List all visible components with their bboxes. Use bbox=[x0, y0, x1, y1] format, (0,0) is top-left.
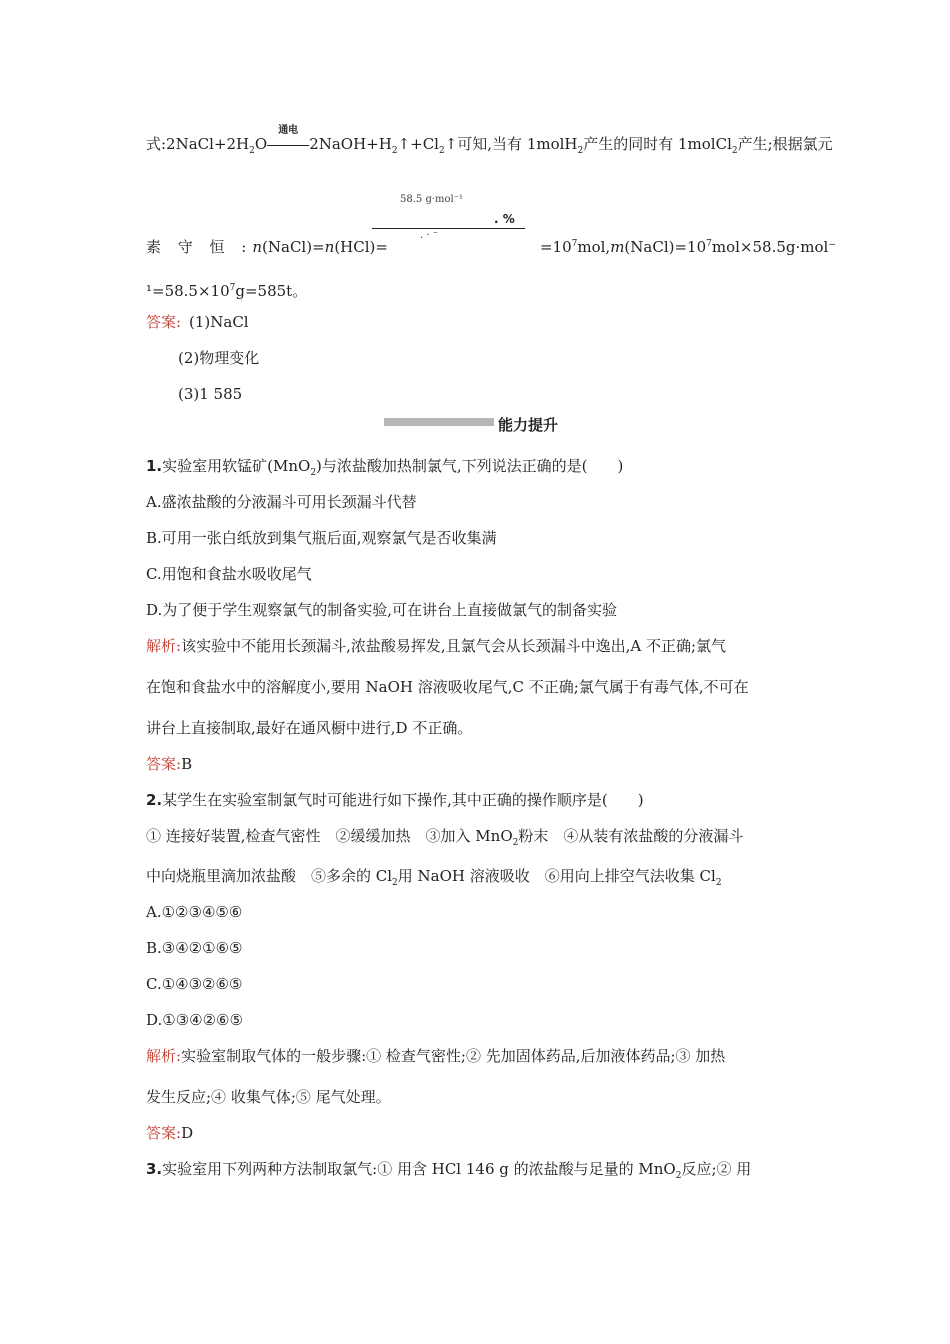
q1-analysis-3: 讲台上直接制取,最好在通风橱中进行,D 不正确。 bbox=[146, 719, 473, 737]
ops-text: ① 连接好装置,检查气密性 ②缓缓加热 ③加入 MnO bbox=[146, 827, 513, 845]
ops-sub: 2 bbox=[392, 878, 398, 888]
fraction-numerator: 58.5 g·mol⁻¹ bbox=[400, 194, 464, 204]
question-number: 3. bbox=[146, 1160, 163, 1178]
q2-option-b: B.③④②①⑥⑤ bbox=[146, 939, 243, 957]
answer-2: (2)物理变化 bbox=[178, 349, 260, 367]
eq-text: 产生的同时有 1molCl bbox=[583, 135, 732, 153]
answer-1: (1)NaCl bbox=[189, 313, 249, 331]
q2-ops-1 bbox=[146, 826, 743, 853]
q2-analysis-2: 发生反应;④ 收集气体;⑤ 尾气处理。 bbox=[146, 1088, 391, 1106]
analysis-label: 解析: bbox=[146, 1047, 182, 1065]
question-sub: 2 bbox=[675, 1171, 682, 1181]
eq-condition: 通电 bbox=[278, 125, 299, 136]
equation-line bbox=[146, 125, 833, 161]
conserve-sup: 7 bbox=[571, 239, 578, 249]
q3-stem bbox=[146, 1159, 751, 1186]
answer-label: 答案: bbox=[146, 755, 182, 773]
conserve-text: (NaCl)= bbox=[262, 238, 325, 256]
q1-analysis-2: 在饱和食盐水中的溶解度小,要用 NaOH 溶液吸收尾气,C 不正确;氯气属于有毒气体,不可在 bbox=[146, 678, 749, 696]
conserve-label: 素 守 恒 : bbox=[146, 238, 253, 256]
fraction-bar bbox=[372, 228, 525, 229]
ops-sub: 2 bbox=[715, 878, 722, 888]
q2-ops-2 bbox=[146, 866, 722, 893]
conserve-text: mol, bbox=[577, 238, 611, 256]
eq-text: 式:2NaCl+2H bbox=[146, 135, 250, 153]
q1-option-c: C.用饱和食盐水吸收尾气 bbox=[146, 565, 312, 583]
eq-sub: 2 bbox=[577, 146, 584, 156]
eq-text: O bbox=[254, 135, 268, 153]
conservation-line-2 bbox=[146, 278, 307, 301]
q2-option-d: D.①③④②⑥⑤ bbox=[146, 1011, 243, 1029]
question-sub: 2 bbox=[310, 468, 317, 478]
section-title: 能力提升 bbox=[498, 416, 559, 434]
electrolysis-arrow bbox=[267, 125, 309, 154]
q2-analysis-1 bbox=[146, 1046, 725, 1066]
conserve-text: ¹=58.5×10 bbox=[146, 282, 230, 300]
conserve-text: (HCl)= bbox=[334, 238, 388, 256]
ops-text: 用 NaOH 溶液吸收 ⑥用向上排空气法收集 Cl bbox=[397, 867, 716, 885]
question-text: 实验室用软锰矿(MnO bbox=[162, 457, 311, 475]
q1-option-a: A.盛浓盐酸的分液漏斗可用长颈漏斗代替 bbox=[146, 493, 417, 511]
ops-text: 粉末 ④从装有浓盐酸的分液漏斗 bbox=[518, 827, 744, 845]
ops-text: 中向烧瓶里滴加浓盐酸 ⑤多余的 Cl bbox=[146, 867, 393, 885]
question-text: 实验室用下列两种方法制取氯气:① 用含 HCl 146 g 的浓盐酸与足量的 MnO bbox=[162, 1160, 676, 1178]
answer-3: (3)1 585 bbox=[178, 385, 243, 403]
q2-answer bbox=[146, 1123, 193, 1143]
eq-text: ↑+Cl bbox=[397, 135, 439, 153]
analysis-text: 该实验中不能用长颈漏斗,浓盐酸易挥发,且氯气会从长颈漏斗中逸出,A 不正确;氯气 bbox=[181, 637, 727, 655]
question-text: )与浓盐酸加热制氯气,下列说法正确的是( ) bbox=[316, 457, 624, 475]
q1-analysis-1 bbox=[146, 636, 726, 656]
ops-sub: 2 bbox=[512, 838, 519, 848]
conserve-text: mol×58.5g·mol⁻ bbox=[711, 238, 837, 256]
conserve-text: (NaCl)=10 bbox=[624, 238, 707, 256]
conserve-sup: 7 bbox=[229, 283, 236, 293]
question-number: 1. bbox=[146, 457, 163, 475]
section-bar bbox=[384, 418, 494, 426]
answer-value: B bbox=[181, 755, 193, 773]
var-n: n bbox=[252, 238, 263, 256]
analysis-text: 实验室制取气体的一般步骤:① 检查气密性;② 先加固体药品,后加液体药品;③ 加热 bbox=[181, 1047, 726, 1065]
fraction-percent: . % bbox=[494, 212, 515, 226]
conservation-line bbox=[146, 234, 836, 257]
answer-label: 答案: bbox=[146, 1124, 182, 1142]
answer-value: D bbox=[181, 1124, 194, 1142]
q1-option-d: D.为了便于学生观察氯气的制备实验,可在讲台上直接做氯气的制备实验 bbox=[146, 601, 618, 619]
question-number: 2. bbox=[146, 791, 163, 809]
var-n: n bbox=[324, 238, 335, 256]
eq-text: ↑可知,当有 1molH bbox=[444, 135, 578, 153]
eq-sub: 2 bbox=[438, 146, 445, 156]
question-text: 某学生在实验室制氯气时可能进行如下操作,其中正确的操作顺序是( ) bbox=[162, 791, 644, 809]
answer-label: 答案: bbox=[146, 313, 182, 331]
eq-sub: 2 bbox=[731, 146, 738, 156]
eq-sub: 2 bbox=[249, 146, 255, 156]
q1-answer bbox=[146, 754, 192, 774]
eq-text: 产生;根据氯元 bbox=[737, 135, 833, 153]
question-text: 反应;② 用 bbox=[681, 1160, 752, 1178]
eq-text: 2NaOH+H bbox=[309, 135, 392, 153]
conserve-text: =10 bbox=[539, 238, 572, 256]
q1-option-b: B.可用一张白纸放到集气瓶后面,观察氯气是否收集满 bbox=[146, 529, 497, 547]
q2-stem bbox=[146, 790, 644, 810]
eq-sub: 2 bbox=[391, 146, 398, 156]
fraction-denominator: . · ⁻ bbox=[420, 230, 438, 241]
q2-option-c: C.①④③②⑥⑤ bbox=[146, 975, 243, 993]
analysis-label: 解析: bbox=[146, 637, 182, 655]
var-m: m bbox=[610, 238, 625, 256]
q2-option-a: A.①②③④⑤⑥ bbox=[146, 903, 243, 921]
conserve-sup: 7 bbox=[706, 239, 712, 249]
conserve-text: g=585t。 bbox=[235, 282, 308, 300]
q1-stem bbox=[146, 456, 623, 483]
